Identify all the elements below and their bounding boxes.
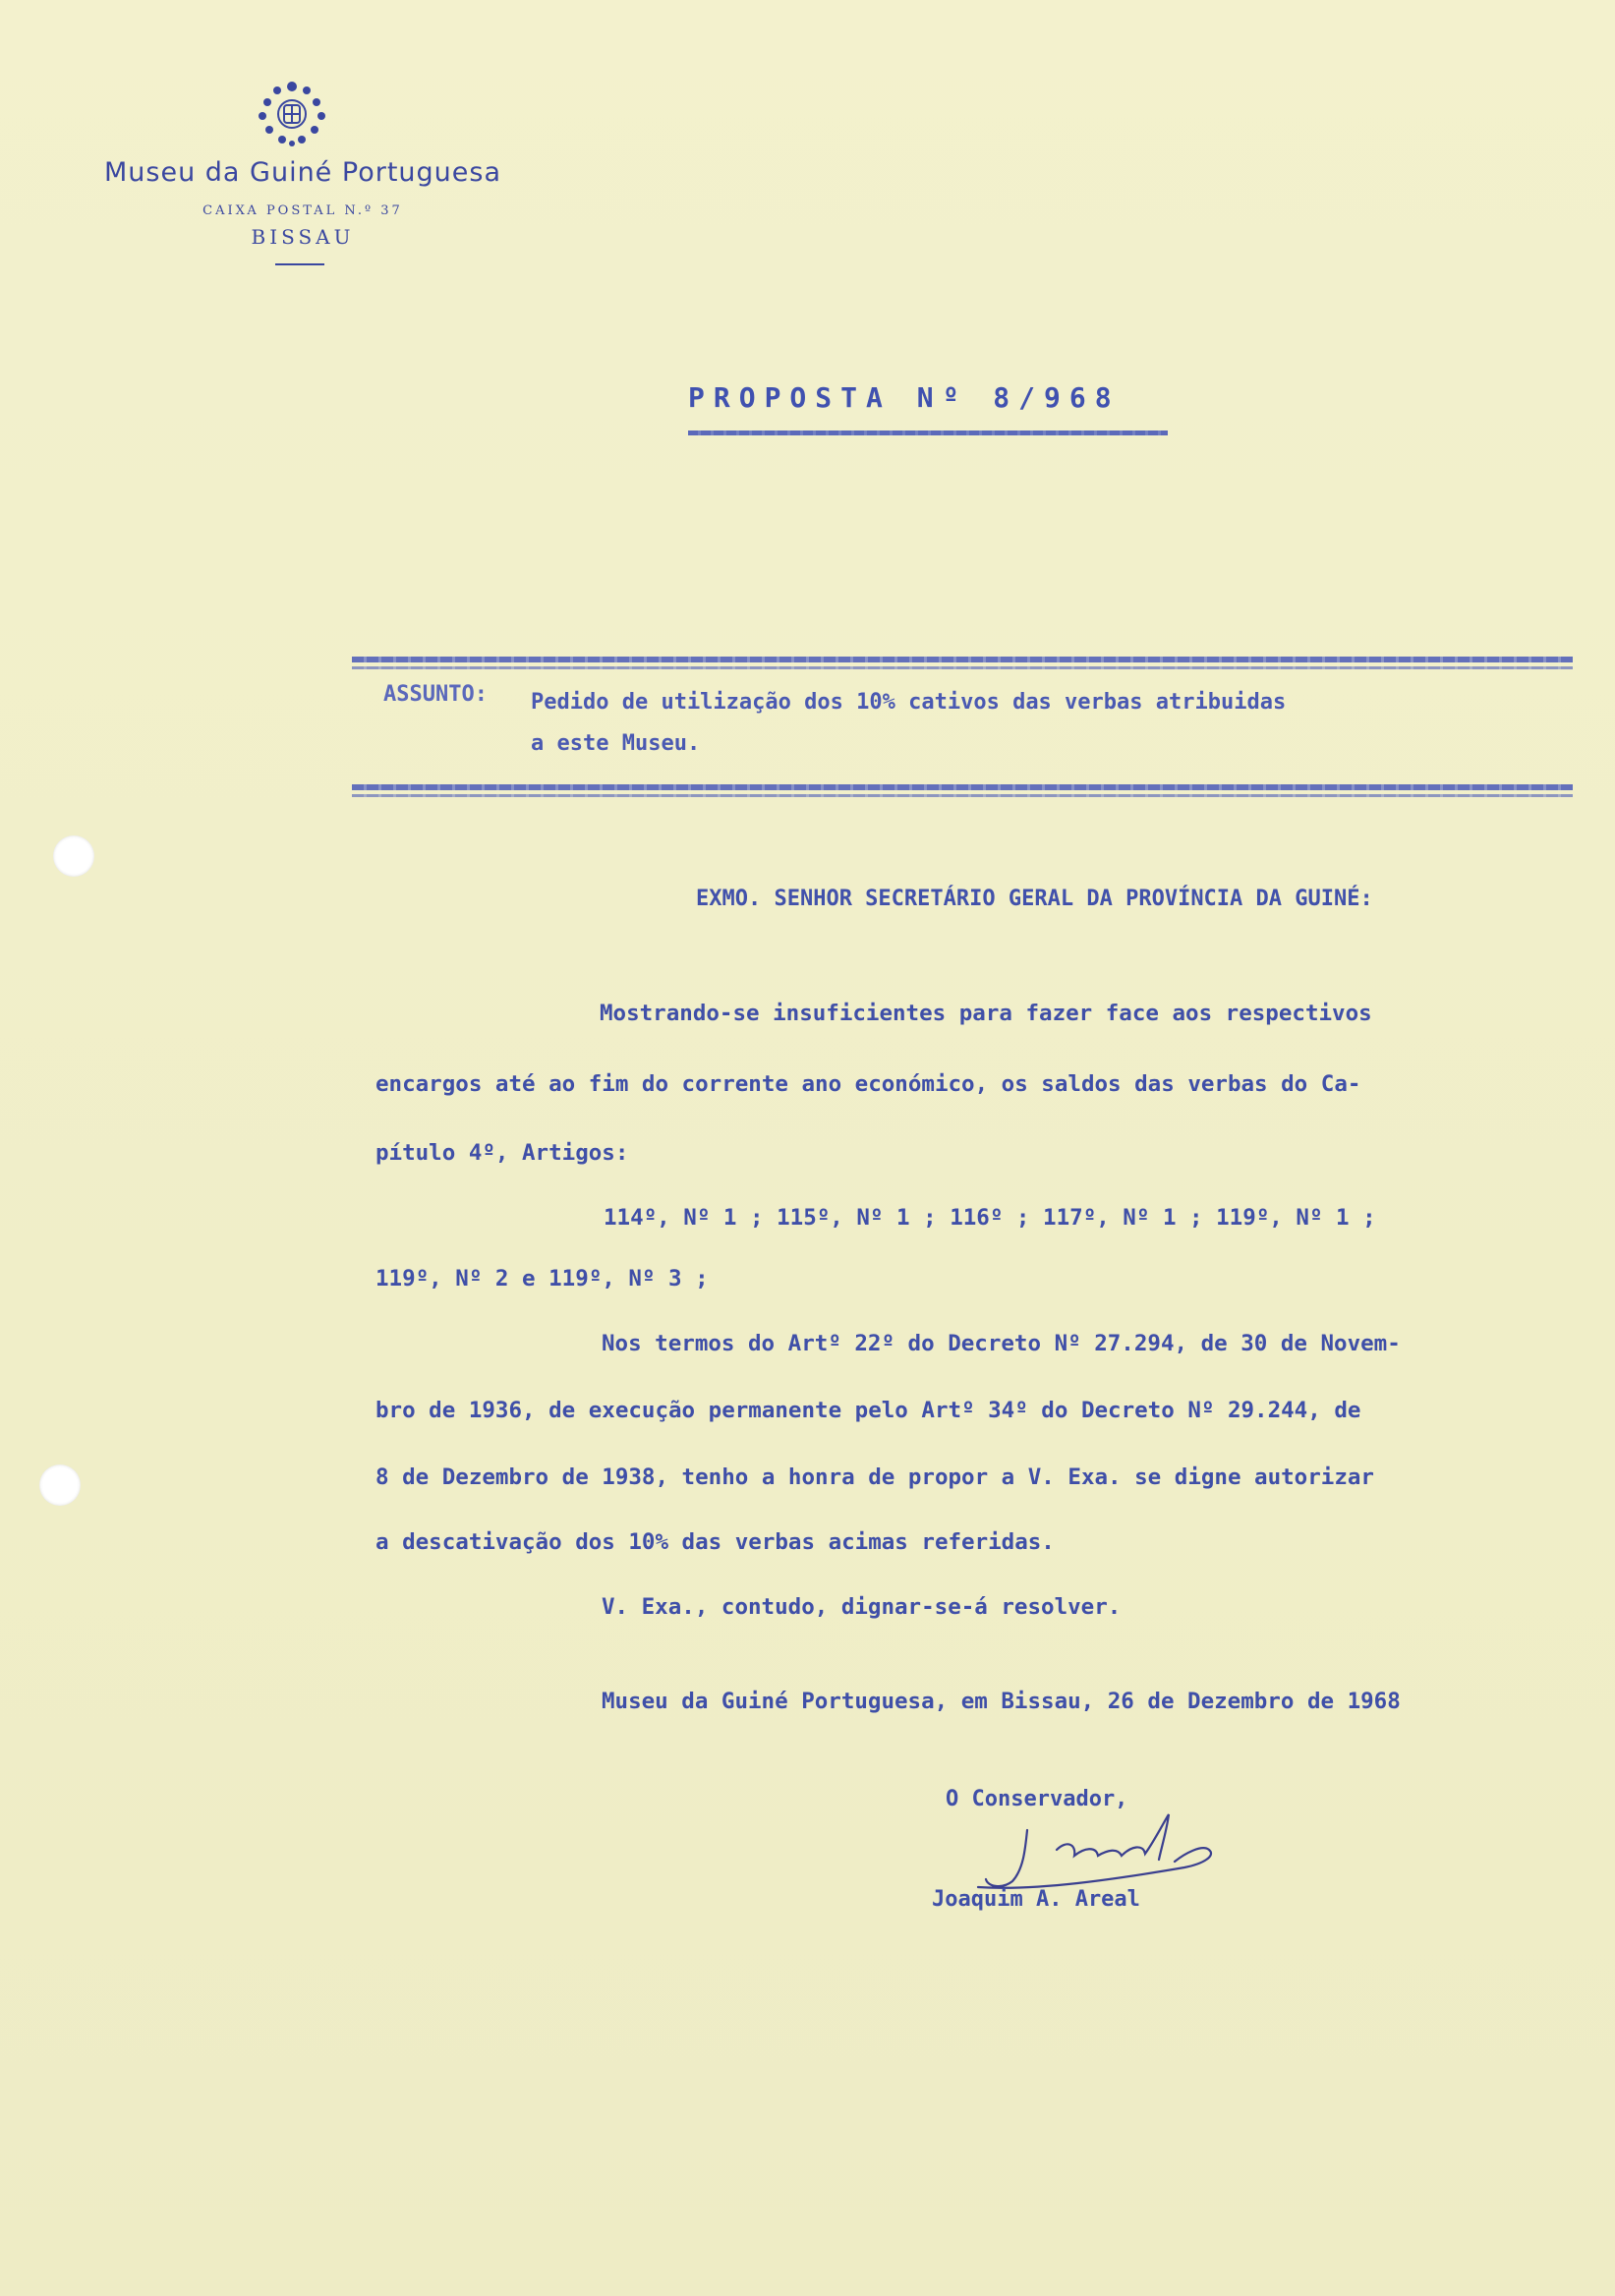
punch-hole-top [53,835,94,877]
handwritten-signature [958,1810,1234,1899]
subject-rule-bottom [352,784,1573,790]
body-line: bro de 1936, de execução permanente pelo Artº 34º do Decreto Nº 29.244, de [375,1398,1361,1423]
subject-line-1: Pedido de utilização dos 10% cativos das verbas atribuidas [531,690,1287,715]
subject-rule-top-secondary [352,666,1573,669]
body-line: V. Exa., contudo, dignar-se-á resolver. [602,1594,1122,1620]
body-line: encargos até ao fim do corrente ano económico, os saldos das verbas do Ca- [375,1071,1361,1097]
body-line: pítulo 4º, Artigos: [375,1140,629,1166]
letterhead-divider [275,263,324,265]
crest-emblem-icon [248,79,336,149]
letterhead-postal-box: CAIXA POSTAL N.º 37 [202,203,403,218]
body-line: 119º, Nº 2 e 119º, Nº 3 ; [375,1266,709,1292]
letterhead-institution: Museu da Guiné Portuguesa [103,157,501,188]
punch-hole-bottom [39,1464,81,1506]
signatory-name: Joaquim A. Areal [932,1887,1140,1912]
subject-label: ASSUNTO: [383,682,488,707]
subject-rule-top [352,657,1573,662]
letterhead-city: BISSAU [251,225,355,249]
signatory-title: O Conservador, [946,1787,1128,1811]
title-underline [688,430,1168,435]
document-title: PROPOSTA Nº 8/968 [688,381,1121,414]
body-line: 114º, Nº 1 ; 115º, Nº 1 ; 116º ; 117º, Nº 1 ; 119º, Nº 1 ; [604,1205,1376,1231]
body-line: 8 de Dezembro de 1938, tenho a honra de propor a V. Exa. se digne autorizar [375,1464,1374,1490]
subject-rule-bottom-secondary [352,794,1573,797]
date-line: Museu da Guiné Portuguesa, em Bissau, 26 de Dezembro de 1968 [602,1689,1401,1714]
body-line: a descativação dos 10% das verbas acimas referidas. [375,1529,1055,1555]
salutation: EXMO. SENHOR SECRETÁRIO GERAL DA PROVÍNCIA DA GUINÉ: [696,887,1373,911]
subject-text [531,682,1553,765]
body-line: Mostrando-se insuficientes para fazer face aos respectivos [600,1001,1372,1026]
subject-line-2: a este Museu. [531,731,701,756]
body-line: Nos termos do Artº 22º do Decreto Nº 27.294, de 30 de Novem- [602,1331,1401,1356]
